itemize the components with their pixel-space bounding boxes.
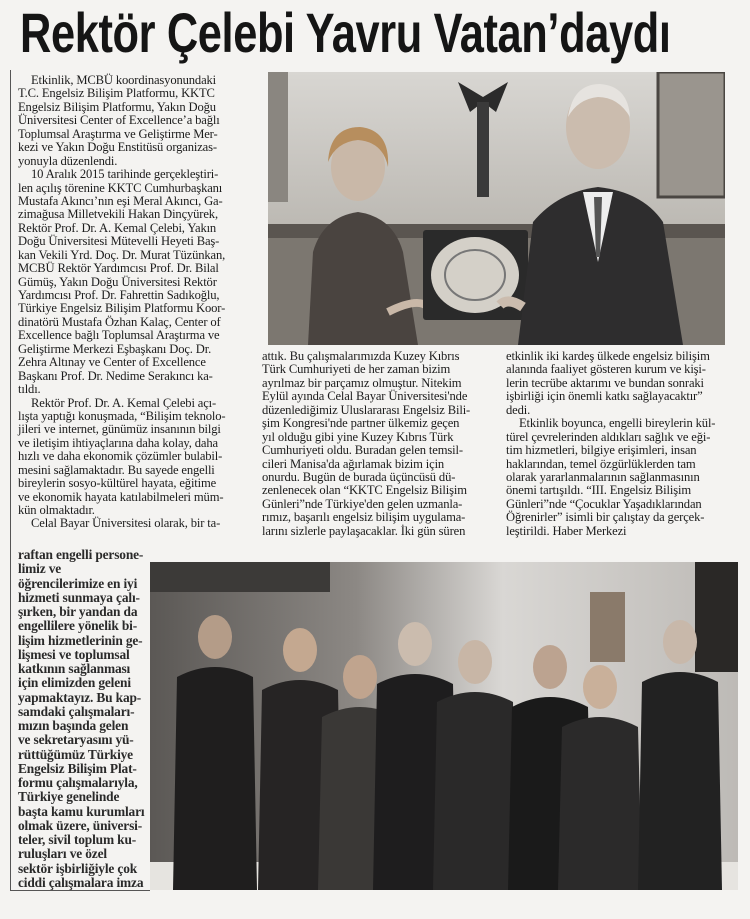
text-line: dedi. (506, 402, 531, 417)
text-line: Engelsiz Bilişim Plat- (18, 760, 137, 776)
text-line: Cumhuriyeti oldu. Buradan gelen temsil- (262, 443, 463, 458)
text-line: rüttüğümüz Türkiye (18, 746, 133, 762)
text-line: kün olmaktadır. (18, 503, 95, 517)
photo-plaque-presentation (268, 72, 725, 345)
text-line: larını sizlerle paylaşacaklar. İki gün süren (262, 523, 466, 538)
text-line: işbirliği için önemli katkı sağlayacaktır” (506, 389, 703, 404)
text-line: Günleri”nde “Çocuklar Yaşadıklarından (506, 496, 702, 511)
text-line: kezi ve Yakın Doğu Enstitüsü organizas- (18, 140, 217, 155)
text-line: lerin tecrübe aktarımı ve bundan sonraki (506, 375, 704, 390)
text-line: Zehra Altınay ve Center of Excellence (18, 355, 206, 370)
text-line: Türkiye Engelsiz Bilişim Platformu Koor- (18, 301, 226, 316)
text-line: yonuyla düzenlendi. (18, 153, 118, 168)
text-line: şim Kongresi'nde partner ülkemiz geçen (262, 416, 460, 431)
text-line: Üniversitesi Center of Excellence’a bağlı (18, 113, 220, 128)
text-line: Rektör Prof. Dr. A. Kemal Çelebi, Yakın (18, 220, 217, 235)
text-line: için elimizden geleni (18, 675, 131, 691)
text-line: türel çevrelerinden aldıkları sağlık ve eği- (506, 429, 711, 444)
text-line: hizmeti sunmaya çalı- (18, 589, 140, 605)
text-line: Türkiye genelinde (18, 789, 120, 805)
text-line: lişmesi ve toplumsal (18, 646, 130, 662)
text-line: tıldı. (18, 382, 41, 397)
text-line: alanında faaliyet gösteren kurum ve kişi- (506, 362, 706, 377)
text-line: Mustafa Akıncı’nın eşi Meral Akıncı, Ga- (18, 193, 223, 208)
text-line: Toplumsal Araştırma ve Geliştirme Mer- (18, 126, 218, 141)
text-line: yıl olduğu gibi yine Kuzey Kıbrıs Türk (262, 429, 454, 444)
text-line: Doğu Üniversitesi Mütevelli Heyeti Baş- (18, 234, 220, 249)
text-line: 10 Aralık 2015 tarihinde gerçekleştiri- (31, 167, 219, 182)
text-line: olarak yararlanmalarının sağlanmasının (506, 469, 700, 484)
text-line: kan Vekili Yrd. Doç. Dr. Murat Tüzünkan, (18, 247, 226, 262)
text-line: etkinlik iki kardeş ülkede engelsiz bilişim (506, 349, 710, 363)
text-line: dinatörü Mustafa Özhan Kalaç, Center of (18, 314, 221, 329)
headline: Rektör Çelebi Yavru Vatan’daydı (20, 1, 671, 64)
text-line: ve sekretaryasını yü- (18, 732, 134, 748)
article-column-1-narrow (18, 548, 144, 890)
text-line: katkının sağlanması (18, 661, 131, 676)
text-line: zimağusa Milletvekili Hakan Dinçyürek, (18, 207, 218, 222)
text-line: attık. Bu çalışmalarımızda Kuzey Kıbrıs (262, 349, 460, 363)
text-line: ayrılmaz bir parçamız olmuştur. Nitekim (262, 375, 462, 390)
text-line: Etkinlik, MCBÜ koordinasyonundaki (31, 73, 217, 87)
text-line: düzenlediğimiz Uluslararası Engelsiz Bili- (262, 402, 471, 417)
article-column-2 (262, 350, 470, 538)
text-line: şırken, bir yandan da (18, 604, 138, 619)
text-line: lişim hizmetlerinin ge- (18, 632, 143, 648)
photo-group (150, 562, 738, 890)
article-column-3 (506, 350, 715, 538)
bottom-border-rule (10, 890, 150, 891)
text-line: jileri ve internet, günümüz insanının bilgi (18, 422, 221, 437)
text-line: önemi tartışıldı. “III. Engelsiz Bilişim (506, 483, 691, 498)
text-line: bireylerin sosyo-kültürel hayata, eğitime (18, 476, 217, 491)
text-line: Eylül ayında Celal Bayar Üniversitesi'nde (262, 389, 468, 404)
text-line: MCBÜ Rektör Yardımcısı Prof. Dr. Bilal (18, 261, 219, 276)
text-line: ve ekonomik hayata katılabilmeleri müm- (18, 489, 224, 504)
text-line: onurdu. Bugün de burada üçüncüsü dü- (262, 469, 456, 484)
text-line: Türk Cumhuriyeti de her zaman bizim (262, 362, 451, 377)
text-line: engellilere yönelik bi- (18, 618, 138, 634)
text-line: öğrencilerimize en iyi (18, 575, 138, 591)
text-line: Günleri”nde Türkiye'den gelen uzmanla- (262, 496, 463, 511)
text-line: ruluşları ve özel (18, 846, 107, 862)
text-line: yapmaktayız. Bu kap- (18, 689, 142, 705)
text-line: Gümüş, Yakın Doğu Üniversitesi Rektör (18, 274, 217, 289)
text-line: Öğrenirler” isimli bir çalıştay da gerçek- (506, 510, 705, 525)
text-line: samdaki çalışmaları- (18, 703, 135, 719)
text-line: Celal Bayar Üniversitesi olarak, bir ta- (31, 516, 221, 531)
text-line: Başkanı Prof. Dr. Nedime Serakıncı ka- (18, 368, 213, 383)
article-column-1 (18, 74, 225, 531)
text-line: hızlı ve daha ekonomik çözümler bulabil- (18, 449, 223, 464)
text-line: mesini sağlamaktadır. Bu sayede engelli (18, 462, 215, 477)
text-line: Geliştirme Merkezi Eşbaşkanı Doç. Dr. (18, 341, 212, 356)
text-line: Rektör Prof. Dr. A. Kemal Çelebi açı- (31, 395, 217, 410)
text-line: limiz ve (18, 561, 62, 577)
text-line: lışta yaptığı konuşmada, “Bilişim teknolo- (18, 408, 226, 423)
text-line: haklarından, temel özgürlüklerden tam (506, 456, 696, 471)
text-line: Engelsiz Bilişim Platformu, Yakın Doğu (18, 99, 216, 114)
text-line: Yardımcısı Prof. Dr. Fahrettin Sadıkoğlu, (18, 288, 220, 302)
text-line: Excellence bağlı Toplumsal Araştırma ve (18, 328, 220, 343)
text-line: leştirildi. Haber Merkezi (506, 523, 627, 538)
text-line: ciddi çalışmalara imza (18, 874, 144, 890)
text-line: zenlenecek olan “KKTC Engelsiz Bilişim (262, 483, 467, 498)
left-border-rule (10, 70, 11, 891)
text-line: T.C. Engelsiz Bilişim Platformu, KKTC (18, 86, 215, 101)
text-line: mızın başında gelen (18, 718, 129, 733)
text-line: len açılış törenine KKTC Cumhurbaşkanı (18, 180, 223, 195)
text-line: cileri Manisa'da ağırlamak bizim için (262, 456, 445, 471)
text-line: teler, sivil toplum ku- (18, 832, 137, 847)
text-line: olmak üzere, üniversi- (18, 817, 143, 833)
text-line: formu çalışmalarıyla, (18, 775, 138, 790)
text-line: Etkinlik boyunca, engelli bireylerin kül- (519, 416, 716, 431)
text-line: raftan engelli persone- (18, 547, 144, 562)
text-line: rımız, başarılı engelsiz bilişim uygulama- (262, 510, 466, 525)
text-line: ve iletişim ihtiyaçlarına daha kolay, daha (18, 435, 218, 450)
text-line: sektör işbirliğiyle çok (18, 860, 138, 876)
text-line: tim hizmetleri, bilgiye erişimleri, insan (506, 443, 697, 458)
text-line: başta kamu kurumları (18, 803, 145, 819)
